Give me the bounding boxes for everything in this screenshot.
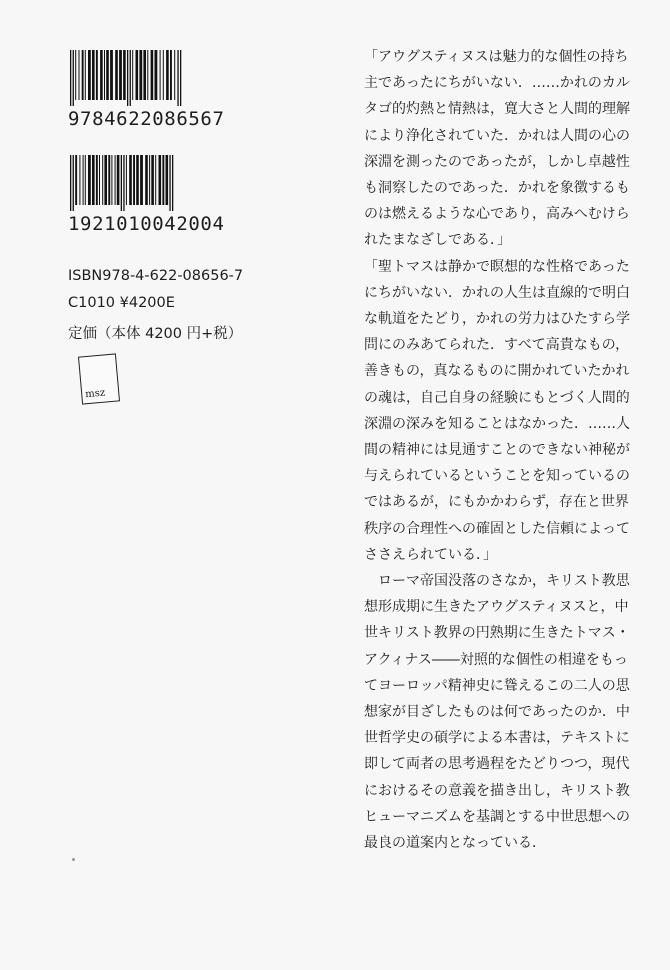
- barcode-bar: [96, 50, 98, 100]
- barcode-bar: [85, 50, 86, 100]
- barcode-bar: [139, 50, 142, 100]
- barcode-bar: [123, 155, 124, 211]
- barcode-bar: [104, 50, 105, 100]
- barcode-price-code: [68, 155, 233, 235]
- barcode-bar: [149, 155, 150, 205]
- description-line: の魂は，自己自身の経験にもとづく人間的: [364, 389, 630, 406]
- classification-code: C1010 ¥4200E: [68, 295, 175, 311]
- description-line: におけるその意義を描き出し，キリスト教: [364, 782, 630, 799]
- publisher-logo: [78, 353, 120, 404]
- barcode-number: 9784622086567: [68, 108, 225, 130]
- barcode-bar: [99, 155, 100, 205]
- barcode-bar: [88, 50, 91, 100]
- barcode-bar: [136, 50, 139, 100]
- barcode-bar: [133, 155, 135, 205]
- barcode-bar: [140, 155, 143, 205]
- barcode-bar: [132, 50, 133, 100]
- description-line: 秩序の合理性への確固とした信頼によって: [364, 520, 630, 537]
- description-line: 善きもの，真なるものに開かれていたかれ: [364, 363, 630, 380]
- description-line: 即して両者の思考過程をたどりつつ，現代: [364, 756, 630, 773]
- barcode-bar: [73, 155, 74, 211]
- barcode-bar: [92, 50, 95, 100]
- barcode-bar: [172, 155, 173, 211]
- barcode-bar: [170, 50, 172, 100]
- barcode-bar: [70, 155, 71, 211]
- barcode-bar: [163, 50, 164, 100]
- barcode-bar: [115, 50, 118, 100]
- barcode-bars: [68, 50, 233, 106]
- barcode-bar: [79, 50, 80, 100]
- barcode-bar: [119, 50, 122, 100]
- barcode-bar: [147, 50, 148, 100]
- barcode-bar: [180, 50, 181, 106]
- description-line: タゴ的灼熱と情熱は，寛大さと人間的理解: [364, 101, 630, 118]
- barcode-bar: [96, 155, 98, 205]
- description-line: ではあるが，にもかかわらず，存在と世界: [364, 494, 629, 511]
- barcode-bar: [79, 155, 80, 205]
- barcode-bar: [123, 50, 126, 100]
- description-line: にちがいない．かれの人生は直線的で明白: [364, 284, 630, 301]
- description-line: 問にのみあてられた．すべて高貴なもの，: [364, 337, 630, 354]
- description-line: ローマ帝国没落のさなか，キリスト教思: [364, 573, 630, 590]
- barcode-bar: [130, 50, 131, 106]
- barcode-bar: [88, 155, 91, 205]
- barcode-bar: [106, 50, 109, 100]
- description-line: 深淵の深みを知ることはなかった．……人: [364, 415, 630, 432]
- publisher-logo-text: msz: [84, 387, 106, 401]
- barcode-bar: [155, 155, 156, 205]
- description-line: 想形成期に生きたアウグスティヌスと，中: [364, 599, 629, 616]
- barcode-bar: [174, 50, 175, 100]
- description-line: 「アウグスティヌスは魅力的な個性の持ち: [364, 49, 629, 65]
- barcode-bar: [151, 155, 154, 205]
- barcode-bar: [177, 50, 178, 106]
- barcode-bar: [143, 50, 146, 100]
- barcode-bar: [75, 50, 76, 100]
- description-line: により浄化されていた．かれは人間の心の: [364, 127, 630, 144]
- barcode-bar: [136, 155, 139, 205]
- description-line: も洞察したのであった．かれを象徴するも: [364, 180, 630, 197]
- barcode-isbn: [68, 50, 233, 130]
- barcode-bar: [110, 50, 113, 100]
- barcode-bar: [166, 50, 169, 100]
- barcode-bar: [169, 155, 170, 211]
- description-line: 主であったにちがいない．……かれのカル: [364, 75, 630, 92]
- description-line: アクィナス――対照的な個性の相違をもっ: [364, 651, 628, 668]
- description-line: てヨーロッパ精神史に聳えるこの二人の思: [364, 677, 630, 694]
- barcode-bar: [100, 50, 103, 100]
- barcode-bar: [111, 155, 112, 205]
- description-line: ささえられている．」: [364, 546, 497, 563]
- barcode-bar: [121, 155, 122, 211]
- description-line: れたまなざしである．」: [364, 232, 511, 249]
- barcode-bar: [82, 50, 84, 100]
- barcode-bar: [73, 50, 74, 106]
- barcode-bar: [92, 155, 95, 205]
- speck: [72, 858, 75, 861]
- barcode-bar: [129, 155, 132, 205]
- description-line: 想家が目ざしたものは何であったのか．中: [364, 704, 630, 721]
- barcode-bar: [145, 155, 148, 205]
- barcode-bar: [166, 155, 169, 205]
- barcode-bar: [85, 155, 86, 205]
- book-description: [364, 44, 642, 856]
- description-line: ヒューマニズムを基調とする中世思想への: [364, 808, 630, 825]
- description-line: 間の精神には見通すことのできない神秘が: [364, 442, 630, 459]
- barcode-bar: [162, 155, 164, 205]
- barcode-bar: [117, 155, 120, 205]
- description-line: のは燃えるような心であり，高みへむけら: [364, 206, 630, 223]
- barcode-bar: [160, 50, 161, 100]
- barcode-bar: [155, 50, 158, 100]
- barcode-bar: [75, 155, 77, 205]
- barcode-bar: [102, 155, 103, 205]
- barcode-bar: [104, 155, 107, 205]
- barcode-bar: [151, 50, 154, 100]
- description-line: 与えられているということを知っているの: [364, 468, 630, 485]
- barcode-bar: [70, 50, 71, 106]
- barcode-bar: [126, 155, 127, 205]
- description-line: 世キリスト教界の円熟期に生きたトマス・: [364, 625, 630, 642]
- description-line: 深淵を測ったのであったが，しかし卓越性: [364, 153, 630, 170]
- isbn-text: ISBN978-4-622-08656-7: [68, 268, 244, 284]
- description-line: な軌道をたどり，かれの労力はひたすら学: [364, 311, 630, 328]
- barcode-bar: [115, 155, 116, 205]
- description-line: 最良の道案内となっている．: [364, 835, 546, 852]
- barcode-bar: [83, 155, 84, 205]
- barcode-number: 1921010042004: [68, 213, 225, 235]
- barcode-bars: [68, 155, 233, 211]
- barcode-bar: [127, 50, 128, 106]
- barcode-bar: [108, 155, 110, 205]
- description-line: 世哲学史の碩学による本書は，テキストに: [364, 730, 630, 747]
- barcode-bar: [159, 155, 162, 205]
- price-text: 定価（本体 4200 円+税）: [68, 326, 243, 342]
- description-line: 「聖トマスは静かで瞑想的な性格であった: [364, 258, 630, 275]
